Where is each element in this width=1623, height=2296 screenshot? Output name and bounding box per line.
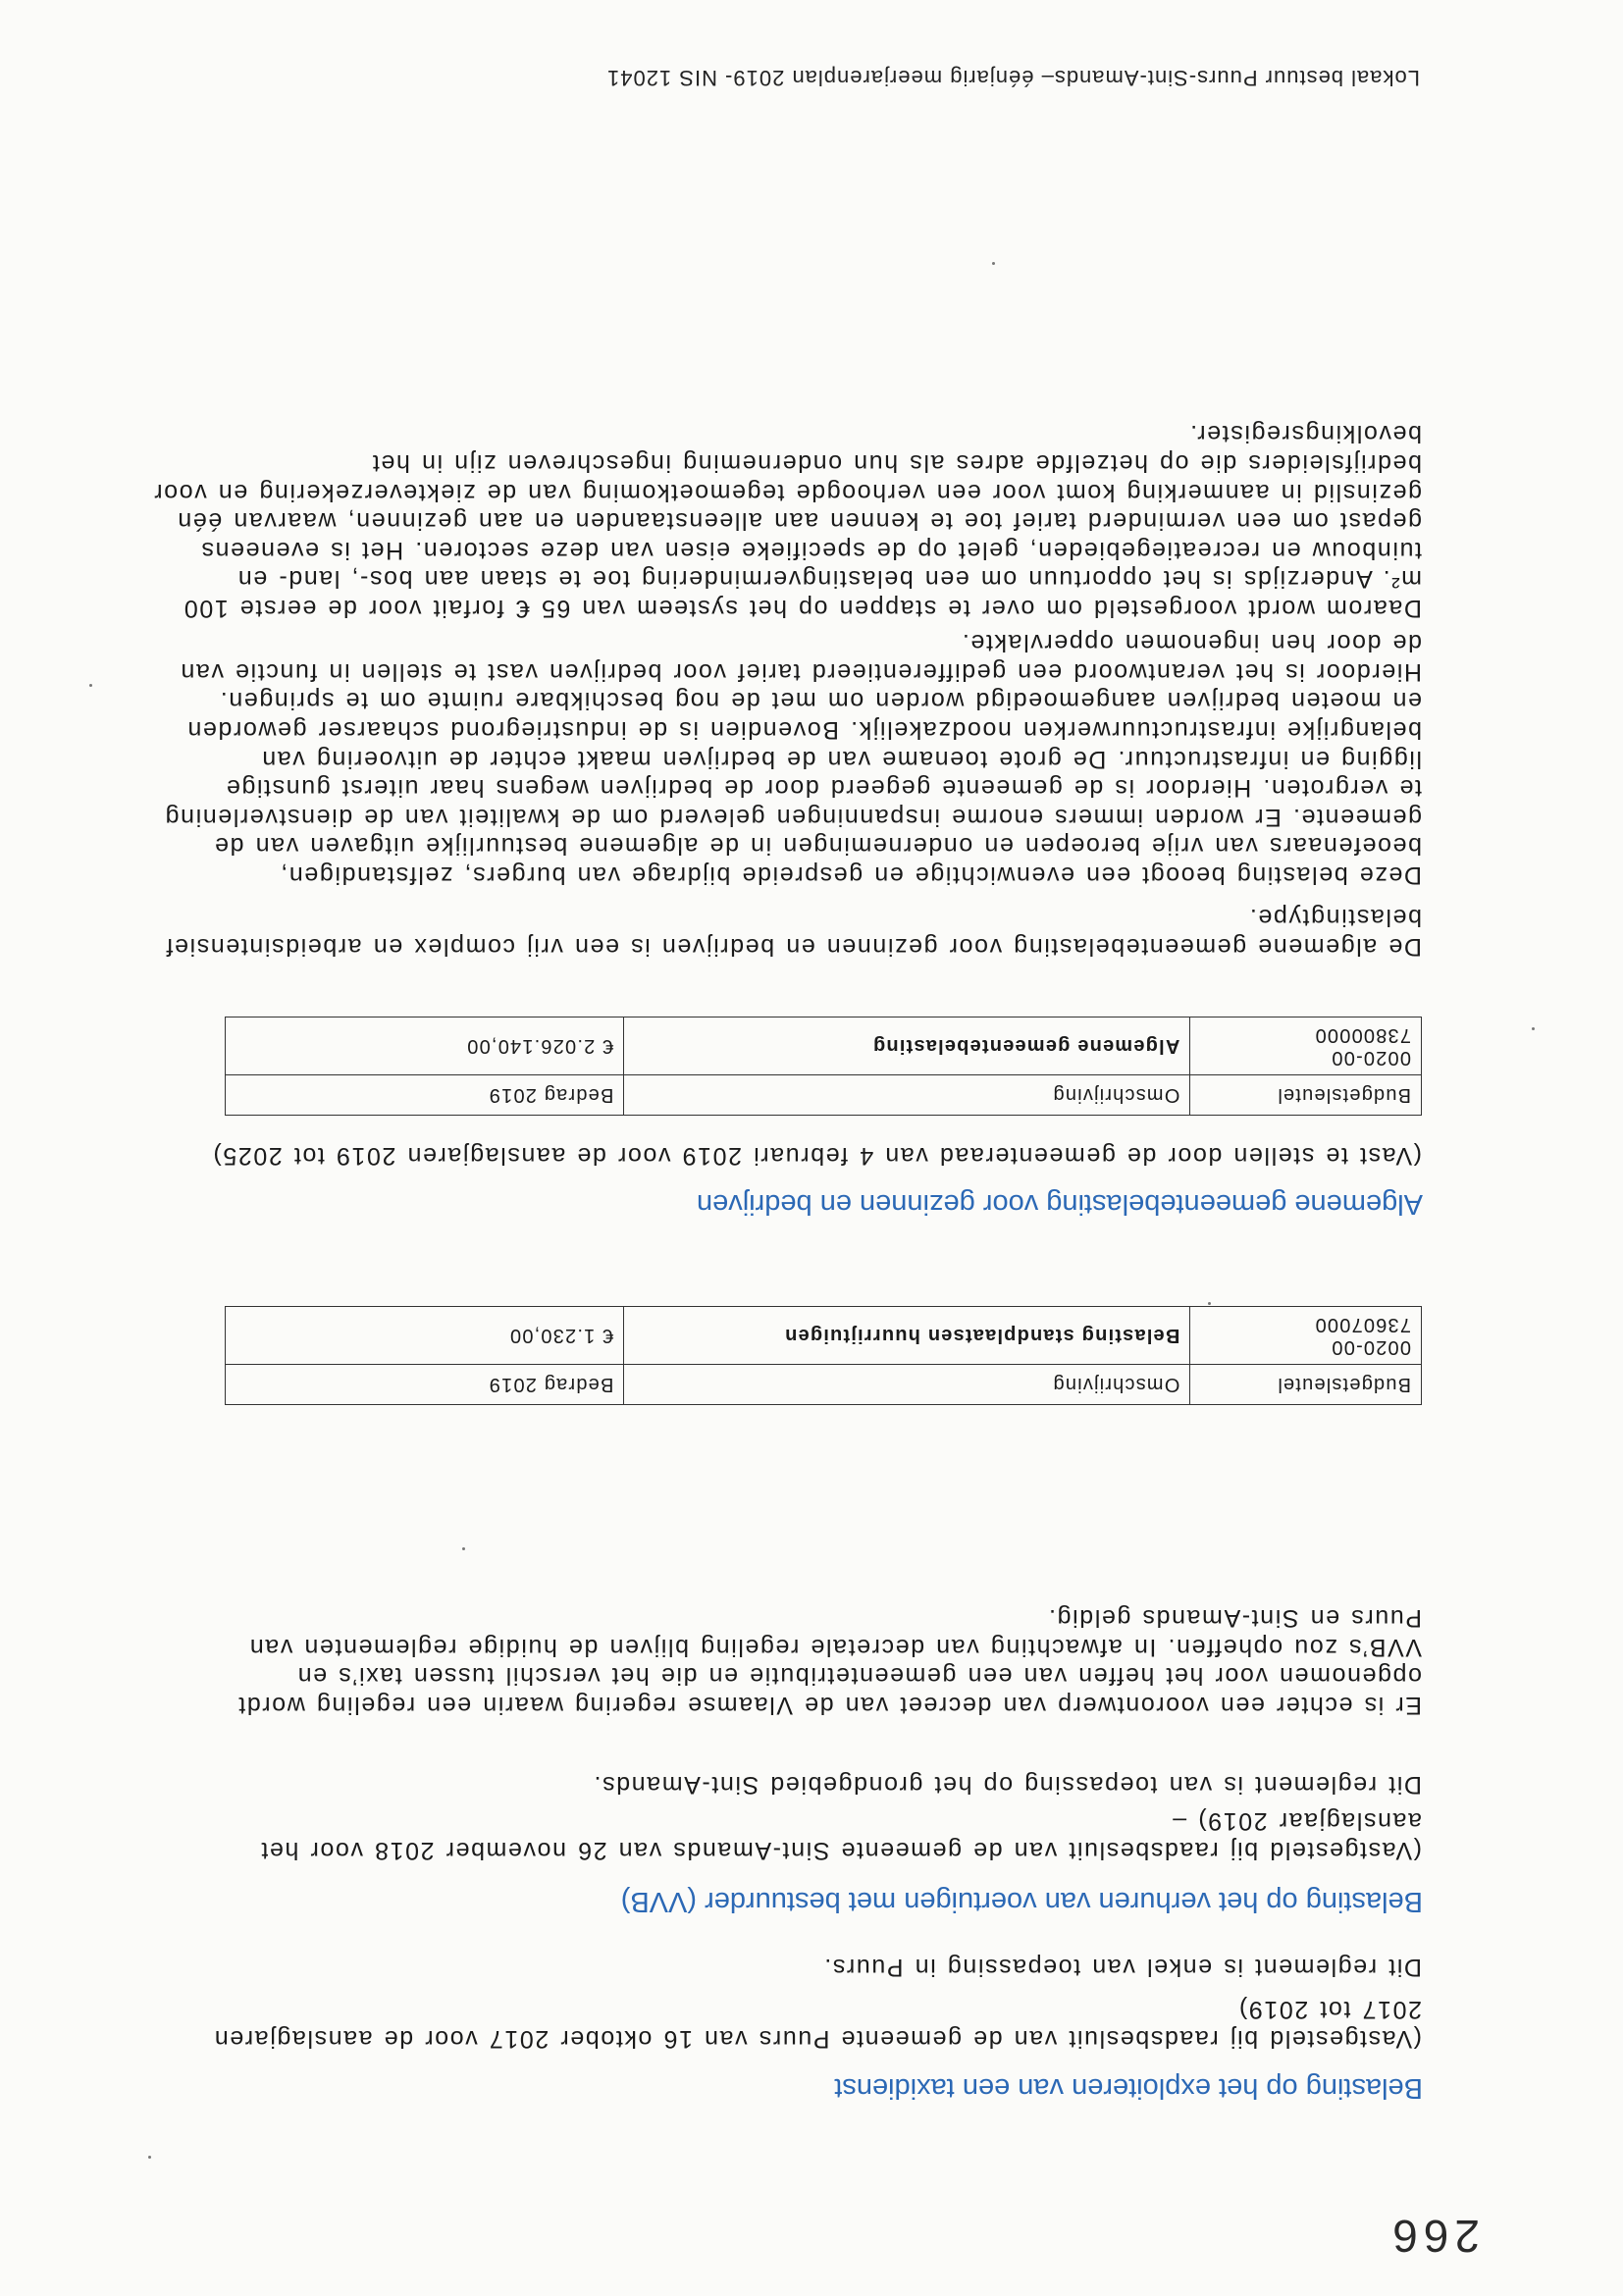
cell-amount: € 2.026.140,00 xyxy=(226,1018,624,1075)
heading-taxidienst: Belasting op het exploiteren van een taxidienst xyxy=(834,2072,1423,2104)
text-line: De algemene gemeentebelasting voor gezinnen en bedrijven is een vrij complex en arbeidsintensief xyxy=(164,933,1422,961)
text-line: (Vastgesteld bij raadsbesluit van de gemeente Puurs van 16 oktober 2017 voor de aanslagjaren xyxy=(213,2025,1422,2053)
vvb-decree-paragraph xyxy=(200,1603,1422,1719)
text-line: (Vast te stellen door de gemeenteraad van 4 februari 2019 voor de aanslagjaren 2019 tot 2025) xyxy=(211,1142,1422,1170)
budget-key-part: 73607000 xyxy=(1314,1314,1411,1335)
text-line: belastingtype. xyxy=(1248,904,1422,932)
text-line: Daarom wordt voorgesteld om over te stappen op het systeem van 65 € forfait voor de eerste 100 xyxy=(183,595,1422,622)
scan-speck xyxy=(992,262,995,265)
taxi-decision-paragraph xyxy=(200,1995,1422,2053)
table-header-row xyxy=(226,1365,1422,1405)
header-budgetsleutel: Budgetsleutel xyxy=(1190,1075,1422,1116)
text-line: beoefenaars van vrije beroepen en ondernemingen in de algemene bestuurlijke uitgaven van de xyxy=(213,832,1422,861)
budget-table-algemeen xyxy=(225,1017,1422,1116)
text-line: en moeten bedrijven aangemoedigd worden om met de nog beschikbare ruimte om te springen. xyxy=(219,687,1422,715)
scan-speck xyxy=(89,684,92,687)
text-line: belangrijke infrastructuurwerken noodzakelijk. Bovendien is de industriegrond schaarser geworden xyxy=(185,716,1422,745)
text-line: aanslagjaar 2019) – xyxy=(1171,1807,1422,1836)
text-line: Dit reglement is van toepassing op het grondgebied Sint-Amands. xyxy=(592,1770,1422,1799)
budget-key-part: 73800000 xyxy=(1314,1024,1411,1046)
text-line: gemeente. Er worden immers enorme inspanningen geleverd om de kwaliteit van de dienstverlening xyxy=(164,803,1422,831)
cell-amount: € 1.230,00 xyxy=(226,1307,624,1365)
algemeen-intro-paragraph xyxy=(164,903,1422,961)
cell-description: Algemene gemeentebelasting xyxy=(624,1018,1190,1075)
table-row xyxy=(226,1018,1422,1075)
text-line: Er is echter een voorontwerp van decreet van de Vlaamse regering waarin een regeling wordt xyxy=(236,1692,1422,1719)
text-line: Hierdoor is het verantwoord een gedifferentieerd tarief voor bedrijven vast te stellen in functie van xyxy=(179,657,1422,686)
algemeen-subtitle xyxy=(200,1140,1422,1170)
page-footer: Lokaal bestuur Puurs-Sint-Amands– éénjarig meerjarenplan 2019- NIS 12041 xyxy=(605,66,1420,90)
header-bedrag: Bedrag 2019 xyxy=(226,1365,624,1405)
table-header-row xyxy=(226,1075,1422,1116)
header-omschrijving: Omschrijving xyxy=(624,1365,1190,1405)
text-line: Dit reglement is enkel van toepassing in Puurs. xyxy=(822,1954,1422,1981)
text-line: m². Anderzijds is het opportuun om een belastingvermindering toe te staan aan bos-, land- en xyxy=(236,565,1422,594)
algemeen-proposal-paragraph xyxy=(152,419,1422,622)
algemeen-purpose-paragraph xyxy=(164,628,1422,889)
scan-speck xyxy=(1532,1027,1535,1030)
text-line: bedrijfsleiders die op hetzelfde adres als hun onderneming ingeschreven zijn in het xyxy=(371,449,1422,478)
cell-description: Belasting standplaatsen huurrijtuigen xyxy=(624,1307,1190,1365)
text-line: 2017 tot 2019) xyxy=(1237,1996,1422,2024)
text-line: (Vastgesteld bij raadsbesluit van de gemeente Sint-Amands van 26 november 2018 voor het xyxy=(259,1837,1422,1864)
cell-budget-key xyxy=(1190,1018,1422,1075)
header-omschrijving: Omschrijving xyxy=(624,1075,1190,1116)
budget-key-part: 0020-00 xyxy=(1331,1047,1411,1069)
text-line: gepast om een verminderd tarief toe te kennen aan alleenstaanden en aan gezinnen, waarvan één xyxy=(176,507,1422,536)
heading-vvb: Belasting op het verhuren van voertuigen met bestuurder (VVB) xyxy=(620,1886,1423,1917)
text-line: bevolkingsregister. xyxy=(1188,420,1422,448)
scan-speck xyxy=(1208,1302,1211,1305)
page-number: 266 xyxy=(1387,2211,1480,2262)
header-bedrag: Bedrag 2019 xyxy=(226,1075,624,1116)
budget-key-part: 0020-00 xyxy=(1331,1336,1411,1358)
heading-algemene-gemeentebelasting: Algemene gemeentebelasting voor gezinnen en bedrijven xyxy=(696,1188,1423,1220)
text-line: Deze belasting beoogt een evenwichtige en gespreide bijdrage van burgers, zelfstandigen, xyxy=(279,861,1422,889)
table-row xyxy=(226,1307,1422,1365)
cell-budget-key xyxy=(1190,1307,1422,1365)
header-budgetsleutel: Budgetsleutel xyxy=(1190,1365,1422,1405)
text-line: Puurs en Sint-Amands geldig. xyxy=(1047,1604,1422,1633)
text-line: opgenomen voor het heffen van een gemeentetributie en die het verschil tussen taxi’s en xyxy=(296,1662,1422,1691)
text-line: VVB’s zou opheffen. In afwachting van decretale regeling blijven de huidige reglementen van xyxy=(248,1633,1422,1661)
budget-table-vvb xyxy=(225,1306,1422,1405)
text-line: ligging en infrastructuur. De grote toename van de bedrijven maakt echter de uitvoering van xyxy=(260,745,1422,773)
vvb-decision-paragraph xyxy=(200,1769,1422,1864)
scan-speck xyxy=(148,2156,151,2159)
text-line: de door hen ingenomen oppervlakte. xyxy=(961,629,1422,657)
text-line: gezinslid in aanmerking komt voor een verhoogde tegemoetkoming van de ziekteverzekering en voor xyxy=(152,478,1422,506)
scan-speck xyxy=(462,1547,465,1550)
text-line: te vergroten. Hierdoor is de gemeente gegeerd door de bedrijven wegens haar uiterst gunstige xyxy=(225,774,1422,803)
taxi-scope-paragraph xyxy=(200,1952,1422,1981)
text-line: tuinbouw en recreatiegebieden, gelet op de specifieke eisen van deze sectoren. Het is eveneens xyxy=(199,536,1422,564)
